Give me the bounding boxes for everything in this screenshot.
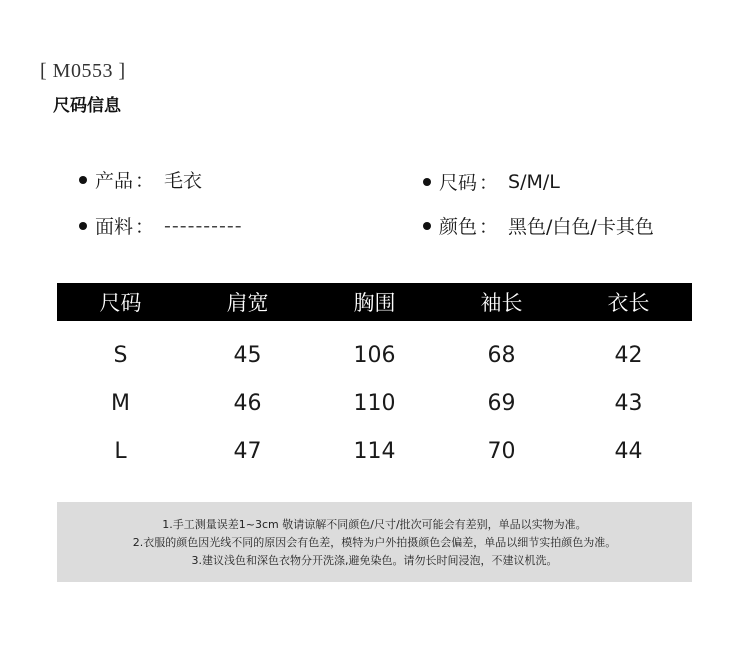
bullet-icon (423, 178, 431, 186)
spec-size-value: S/M/L (508, 170, 560, 193)
note-line: 3.建议浅色和深色衣物分开洗涤,避免染色。请勿长时间浸泡，不建议机洗。 (191, 554, 558, 567)
table-row (57, 331, 692, 379)
spec-color-value: 黑色/白色/卡其色 (508, 216, 654, 238)
section-title: 尺码信息 (53, 96, 121, 116)
spec-fabric-sep: ： (135, 216, 155, 238)
size-chart-table (57, 283, 692, 475)
table-cell: 114 (353, 438, 396, 464)
table-cell: 110 (353, 390, 396, 416)
note-line: 1.手工测量误差1~3cm 敬请谅解不同颜色/尺寸/批次可能会有差别，单品以实物为准。 (162, 518, 587, 531)
bullet-icon (423, 222, 431, 230)
table-cell: 69 (487, 390, 516, 416)
col-header-length: 衣长 (607, 291, 650, 315)
bullet-icon (79, 222, 87, 230)
table-row (57, 379, 692, 427)
spec-fabric-label: 面料 (95, 216, 134, 238)
table-cell: 47 (233, 438, 262, 464)
col-header-size: 尺码 (99, 291, 142, 315)
product-code: [ M0553 ] (40, 60, 126, 82)
table-cell: L (114, 438, 127, 464)
col-header-shoulder: 肩宽 (226, 291, 269, 315)
table-header-row (57, 283, 692, 321)
bullet-icon (79, 176, 87, 184)
table-cell: 46 (233, 390, 262, 416)
table-cell: 44 (614, 438, 643, 464)
note-line: 2.衣服的颜色因光线不同的原因会有色差，模特为户外拍摄颜色会偏差，单品以细节实拍颜色为准。 (132, 536, 617, 549)
table-cell: S (113, 342, 128, 368)
spec-size-label: 尺码 (439, 172, 478, 194)
table-cell: 43 (614, 390, 643, 416)
table-cell: 106 (353, 342, 396, 368)
table-cell: 42 (614, 342, 643, 368)
table-cell: 68 (487, 342, 516, 368)
spec-fabric (79, 212, 243, 239)
table-cell: 70 (487, 438, 516, 464)
spec-product-value: 毛衣 (164, 170, 203, 192)
spec-product-label: 产品 (95, 170, 134, 192)
table-cell: 45 (233, 342, 262, 368)
col-header-sleeve: 袖长 (480, 291, 523, 315)
spec-color-sep: ： (479, 216, 499, 238)
spec-fabric-value: ---------- (164, 214, 243, 237)
spec-color (423, 212, 654, 239)
care-notes-panel (57, 502, 692, 582)
spec-color-label: 颜色 (439, 216, 478, 238)
spec-size-sep: ： (479, 172, 499, 194)
spec-product (79, 166, 202, 193)
spec-product-sep: ： (135, 170, 155, 192)
table-cell: M (111, 390, 130, 416)
col-header-chest: 胸围 (353, 291, 396, 315)
spec-size (423, 168, 560, 195)
spacer-row (57, 321, 692, 331)
table-row (57, 427, 692, 475)
